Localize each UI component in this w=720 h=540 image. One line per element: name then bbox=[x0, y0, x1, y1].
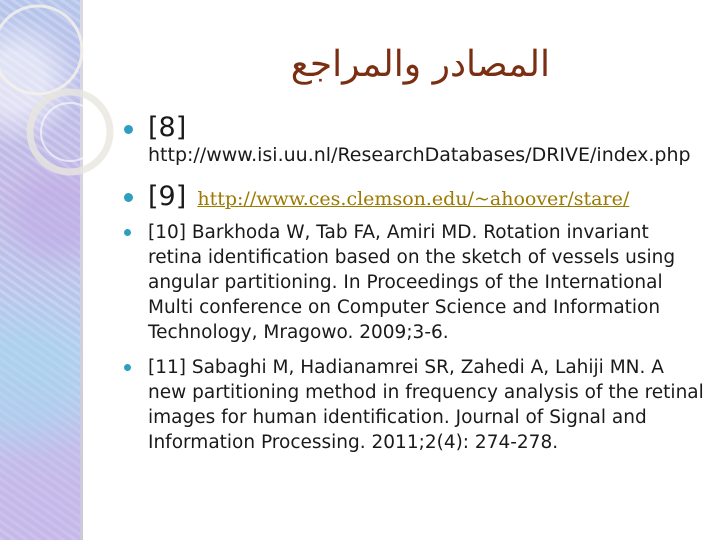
decorative-rings bbox=[0, 0, 120, 220]
bullet-icon bbox=[124, 229, 131, 236]
references-list bbox=[120, 112, 705, 465]
reference-url-text: http://www.isi.uu.nl/ResearchDatabases/DRIVE/index.php bbox=[148, 144, 691, 166]
reference-item-8 bbox=[120, 112, 705, 167]
reference-link[interactable]: http://www.ces.clemson.edu/~ahoover/stare/ bbox=[197, 188, 630, 210]
reference-text: [10] Barkhoda W, Tab FA, Amiri MD. Rotation invariant retina identification based on the sketch of vessels using angular partitioning. In Proceedings of the International Multi conference on Computer Science and Information Technology, Mragowo. 2009;3-6. bbox=[148, 222, 676, 343]
reference-text: [11] Sabaghi M, Hadianamrei SR, Zahedi A, Lahiji MN. A new partitioning method in frequency analysis of the retinal images for human identification. Journal of Signal and Information Processing. 2011;2(4): 274-278. bbox=[148, 357, 704, 453]
bullet-icon bbox=[124, 364, 131, 371]
reference-item-11 bbox=[120, 355, 705, 455]
bullet-icon bbox=[124, 193, 133, 202]
reference-item-10 bbox=[120, 220, 705, 345]
slide-title: المصادر والمراجع bbox=[290, 44, 550, 85]
reference-number: [9] bbox=[148, 181, 187, 212]
bullet-icon bbox=[124, 125, 133, 134]
reference-item-9 bbox=[120, 181, 705, 212]
reference-number: [8] bbox=[148, 112, 187, 143]
